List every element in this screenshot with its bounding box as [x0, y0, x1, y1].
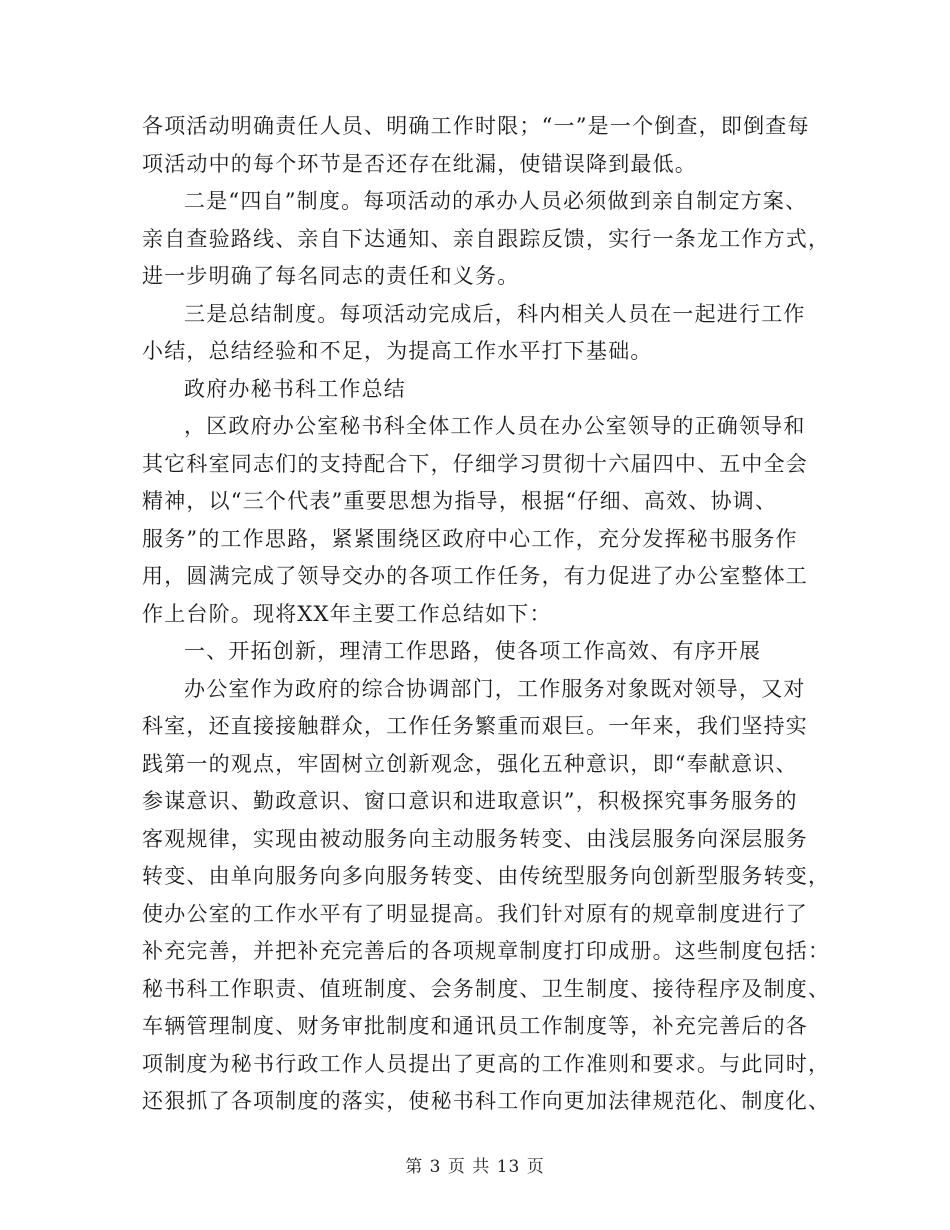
text-line: 践第一的观点，牢固树立创新观念，强化五种意识，即“奉献意识、	[142, 751, 798, 776]
text-line: 其它科室同志们的支持配合下，仔细学习贯彻十六届四中、五中全会	[142, 451, 808, 476]
text-line: 使办公室的工作水平有了明显提高。我们针对原有的规章制度进行了	[142, 901, 808, 926]
document-body	[142, 108, 831, 1121]
text-line: 补充完善，并把补充完善后的各项规章制度打印成册。这些制度包括：	[142, 939, 831, 963]
text-line: 还狠抓了各项制度的落实，使秘书科工作向更加法律规范化、制度化、	[142, 1089, 831, 1113]
paragraph-first-line: 二是“四自”制度。每项活动的承办人员必须做到亲自制定方案、	[184, 189, 808, 213]
text-line: 服务”的工作思路，紧紧围绕区政府中心工作，充分发挥秘书服务作	[142, 526, 798, 551]
text-line: 参谋意识、勤政意识、窗口意识和进取意识”，积极探究事务服务的	[142, 789, 798, 813]
text-line: 用，圆满完成了领导交办的各项工作任务，有力促进了办公室整体工	[142, 564, 808, 588]
text-line: 小结，总结经验和不足，为提高工作水平打下基础。	[142, 339, 653, 363]
text-line: 项活动中的每个环节是否还存在纰漏，使错误降到最低。	[142, 151, 697, 176]
paragraph-first-line: 办公室作为政府的综合协调部门，工作服务对象既对领导，又对	[184, 676, 806, 701]
text-line: 精神，以“三个代表”重要思想为指导，根据“仔细、高效、协调、	[142, 489, 778, 513]
text-line: 客观规律，实现由被动服务向主动服务转变、由浅层服务向深层服务	[142, 826, 808, 851]
text-line: 作上台阶。现将XX年主要工作总结如下：	[142, 601, 552, 626]
paragraph-first-line: 三是总结制度。每项活动完成后，科内相关人员在一起进行工作	[184, 301, 806, 326]
text-line: 秘书科工作职责、值班制度、会务制度、卫生制度、接待程序及制度、	[142, 976, 831, 1001]
text-line: 进一步明确了每名同志的责任和义务。	[142, 264, 520, 288]
section-heading: 政府办秘书科工作总结	[184, 376, 406, 401]
text-line: 各项活动明确责任人员、明确工作时限；“一”是一个倒查，即倒查每	[142, 114, 810, 138]
text-line: 转变、由单向服务向多向服务转变、由传统型服务向创新型服务转变，	[142, 864, 831, 888]
paragraph-first-line: ，区政府办公室秘书科全体工作人员在办公室领导的正确领导和	[184, 414, 806, 438]
page-number-footer: 第 3 页 共 13 页	[405, 1157, 545, 1177]
text-line: 亲自查验路线、亲自下达通知、亲自跟踪反馈，实行一条龙工作方式，	[142, 226, 831, 251]
text-line: 科室，还直接接触群众，工作任务繁重而艰巨。一年来，我们坚持实	[142, 714, 808, 738]
text-line: 项制度为秘书行政工作人员提出了更高的工作准则和要求。与此同时，	[142, 1051, 831, 1076]
subsection-heading: 一、开拓创新，理清工作思路，使各项工作高效、有序开展	[184, 639, 762, 663]
text-line: 车辆管理制度、财务审批制度和通讯员工作制度等，补充完善后的各	[142, 1014, 808, 1038]
